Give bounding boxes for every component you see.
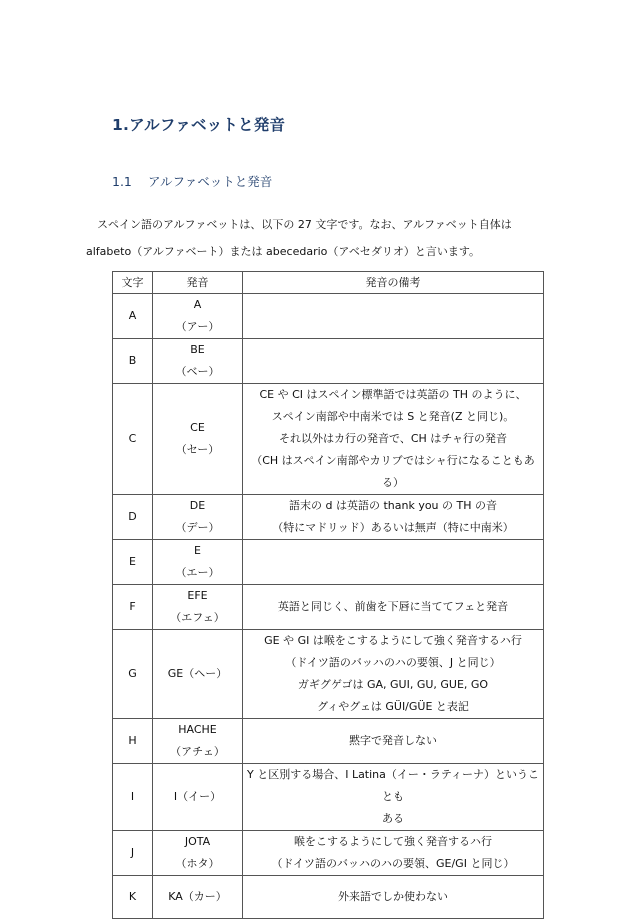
notes-cell — [243, 876, 544, 919]
pronunciation-cell — [153, 630, 243, 719]
table-row — [113, 585, 544, 630]
pronunciation-line: CE — [190, 421, 205, 434]
pronunciation-line: JOTA — [184, 835, 211, 848]
pronunciation-line: HACHE — [178, 723, 217, 736]
letter-cell: A — [113, 294, 153, 339]
notes-cell — [243, 764, 544, 831]
table-body — [113, 294, 544, 919]
letter-cell: D — [113, 495, 153, 540]
letter-cell: F — [113, 585, 153, 630]
table-row — [113, 495, 544, 540]
note-line: 喉をこするようにして強く発音するハ行 — [294, 835, 492, 848]
pronunciation-line: BE — [190, 343, 205, 356]
pronunciation-line: E — [194, 544, 201, 557]
table-row — [113, 831, 544, 876]
notes-cell — [243, 630, 544, 719]
pronunciation-cell — [153, 495, 243, 540]
pronunciation-cell — [153, 764, 243, 831]
table-row — [113, 876, 544, 919]
notes-cell — [243, 495, 544, 540]
pronunciation-line: A — [193, 298, 202, 311]
pronunciation-line: （アー） — [175, 320, 220, 333]
pronunciation-line: EFE — [187, 589, 208, 602]
note-line: 外来語でしか使わない — [338, 890, 448, 903]
table-row — [113, 764, 544, 831]
letter-cell: I — [113, 764, 153, 831]
subsection-title: アルファベットと発音 — [148, 174, 273, 189]
table-row — [113, 384, 544, 495]
note-line: （ドイツ語のバッハのハの要領、J と同じ） — [285, 656, 501, 669]
pronunciation-line: DE — [189, 499, 206, 512]
pronunciation-cell — [153, 294, 243, 339]
pronunciation-cell — [153, 339, 243, 384]
pronunciation-cell — [153, 585, 243, 630]
pronunciation-cell — [153, 540, 243, 585]
letter-cell: B — [113, 339, 153, 384]
pronunciation-line: （ベー） — [175, 365, 220, 378]
table-row — [113, 719, 544, 764]
table-header-row — [113, 272, 544, 294]
table-row — [113, 630, 544, 719]
notes-cell — [243, 384, 544, 495]
note-line: グィやグェは GÜI/GÜE と表記 — [317, 700, 469, 713]
pronunciation-line: GE（ヘー） — [167, 667, 228, 680]
pronunciation-line: KA（カー） — [168, 890, 227, 903]
subsection-heading — [112, 172, 272, 190]
intro-paragraph — [86, 211, 552, 265]
pronunciation-cell — [153, 831, 243, 876]
note-line: Y と区別する場合、I Latina（イー・ラティーナ）ということも — [246, 768, 540, 803]
table-row — [113, 540, 544, 585]
pronunciation-line: I（イー） — [173, 790, 222, 803]
pronunciation-line: （セー） — [175, 443, 220, 456]
note-line: ある — [382, 812, 404, 825]
letter-cell: J — [113, 831, 153, 876]
note-line: CE や CI はスペイン標準語では英語の TH のように、 — [259, 388, 527, 401]
pronunciation-line: （エー） — [175, 566, 220, 579]
pronunciation-cell — [153, 719, 243, 764]
header-notes: 発音の備考 — [243, 272, 544, 294]
notes-cell — [243, 294, 544, 339]
header-letter: 文字 — [113, 272, 153, 294]
letter-cell: K — [113, 876, 153, 919]
notes-cell — [243, 831, 544, 876]
note-line: （CH はスペイン南部やカリブではシャ行になることもある） — [251, 454, 535, 489]
pronunciation-line: （デー） — [175, 521, 220, 534]
note-line: 語末の d は英語の thank you の TH の音 — [288, 499, 498, 512]
letter-cell: H — [113, 719, 153, 764]
header-pronunciation: 発音 — [153, 272, 243, 294]
note-line: GE や GI は喉をこするようにして強く発音するハ行 — [264, 634, 522, 647]
note-line: ガギグゲゴは GA, GUI, GU, GUE, GO — [297, 678, 489, 691]
pronunciation-cell — [153, 384, 243, 495]
notes-cell — [243, 719, 544, 764]
notes-cell — [243, 540, 544, 585]
intro-text: スペイン語のアルファベットは、以下の 27 文字です。なお、アルファベット自体は alfabeto（アルファベート）または abecedario（アベセダリオ）と言います。 — [86, 218, 512, 258]
section-heading: 1.アルファベットと発音 — [112, 116, 286, 134]
alphabet-table — [112, 271, 544, 919]
table-row — [113, 294, 544, 339]
letter-cell: G — [113, 630, 153, 719]
letter-cell: E — [113, 540, 153, 585]
note-line: （ドイツ語のバッハのハの要領、GE/GI と同じ） — [271, 857, 515, 870]
note-line: 黙字で発音しない — [349, 734, 437, 747]
note-line: スペイン南部や中南米では S と発音(Z と同じ)。 — [271, 410, 515, 423]
note-line: それ以外はカ行の発音で、CH はチャ行の発音 — [279, 432, 507, 445]
pronunciation-line: （ホタ） — [175, 857, 220, 870]
subsection-number: 1.1 — [112, 174, 132, 189]
pronunciation-line: （エフェ） — [170, 611, 225, 624]
note-line: 英語と同じく、前歯を下唇に当ててフェと発音 — [277, 600, 509, 613]
notes-cell — [243, 339, 544, 384]
notes-cell — [243, 585, 544, 630]
note-line: （特にマドリッド）あるいは無声（特に中南米） — [272, 521, 514, 534]
pronunciation-line: （アチェ） — [170, 745, 225, 758]
letter-cell: C — [113, 384, 153, 495]
pronunciation-cell — [153, 876, 243, 919]
table-row — [113, 339, 544, 384]
